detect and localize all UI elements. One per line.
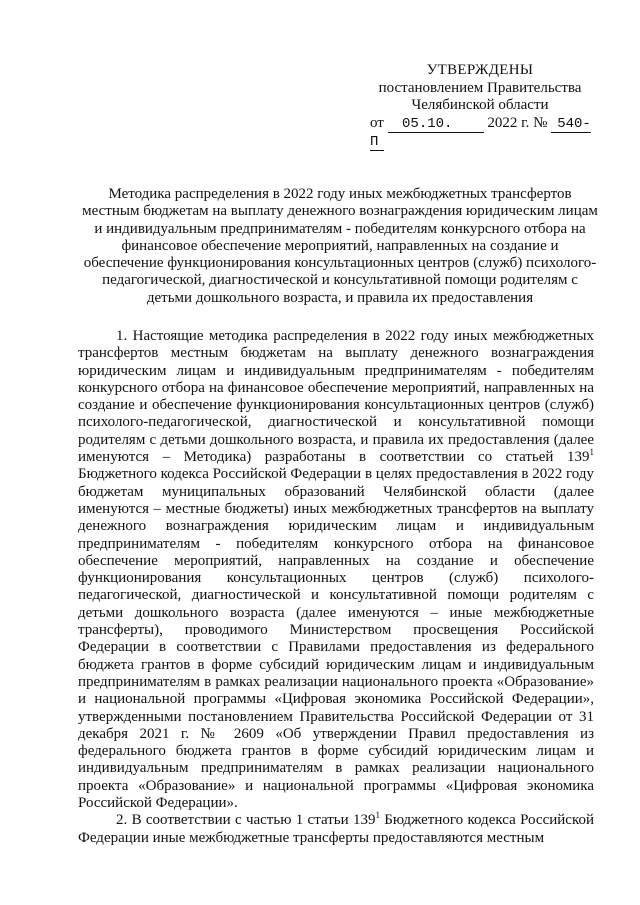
approval-heading: УТВЕРЖДЕНЫ (426, 62, 534, 78)
approval-date: 05.10. (388, 116, 484, 133)
paragraph-2: 2. В соответствии с частью 1 статьи $139^1$ Бюджетного кодекса Российской Федерации иные межбюджетные трансферты предоставляются местным (78, 810, 595, 846)
approval-stamp (362, 62, 598, 152)
approval-line-2: Челябинской области (411, 97, 549, 114)
document-body (78, 328, 594, 847)
document-title: Методика распределения в 2022 году иных межбюджетных трансфертов местным бюджетам на выплату денежного вознаграждения юридическим лицам и индивидуальным предпринимателям - победителям конкурсного отбора на финансовое обеспечение мероприятий, направленных на создание и обеспечение функционирования консультационных центров (служб) психолого-педагогической, диагностической и консультативной помощи родителям с детьми дошкольного возраста, и правила их предоставления (82, 186, 598, 306)
approval-line-1: постановлением Правительства (378, 79, 582, 96)
date-prefix: от (370, 114, 384, 131)
superscript: 1 (589, 447, 594, 458)
approval-number: 540-П (370, 115, 591, 151)
approval-date-line (362, 115, 598, 152)
year-number-label: 2022 г. № (487, 114, 548, 131)
superscript: 1 (375, 810, 380, 821)
paragraph-1: 1. Настоящие методика распределения в 2022 году иных межбюджетных трансфертов местным бюджетам на выплату денежного вознаграждения юридическим лицам и индивидуальным предпринимателям - победителям конкурсного отбора на финансовое обеспечение мероприятий, направленных на создание и обеспечение функционирования консультационных центров (служб) психолого-педагогической, диагностической и консультативной помощи родителям с детьми дошкольного возраста, и правила их предоставления (далее именуются – Методика) разработаны в соответствии со статьей $139^1$ Бюджетного кодекса Российской Федерации в целях предоставления в 2022 году бюджетам муниципальных образований Челябинской области (далее именуются – местные бюджеты) иных межбюджетных трансфертов на выплату денежного вознаграждения юридическим лицам и индивидуальным предпринимателям - победителям конкурсного отбора на финансовое обеспечение мероприятий, направленных на создание и обеспечение функционирования консультационных центров (служб) психолого-педагогической, диагностической и консультативной помощи родителям с детьми дошкольного возраста (далее именуются – иные межбюджетные трансферты), проводимого Министерством просвещения Российской Федерации в соответствии с Правилами предоставления из федерального бюджета грантов в форме субсидий юридическим лицам и индивидуальным предпринимателям в рамках реализации национального проекта «Образование» и национальной программы «Цифровая экономика Российской Федерации», утвержденными постановлением Правительства Российской Федерации от 31 декабря 2021 г. № 2609 «Об утверждении Правил предоставления из федерального бюджета грантов в форме субсидий юридическим лицам и индивидуальным предпринимателям в рамках реализации национального проекта «Образование» и национальной программы «Цифровая экономика Российской Федерации». (78, 328, 594, 812)
